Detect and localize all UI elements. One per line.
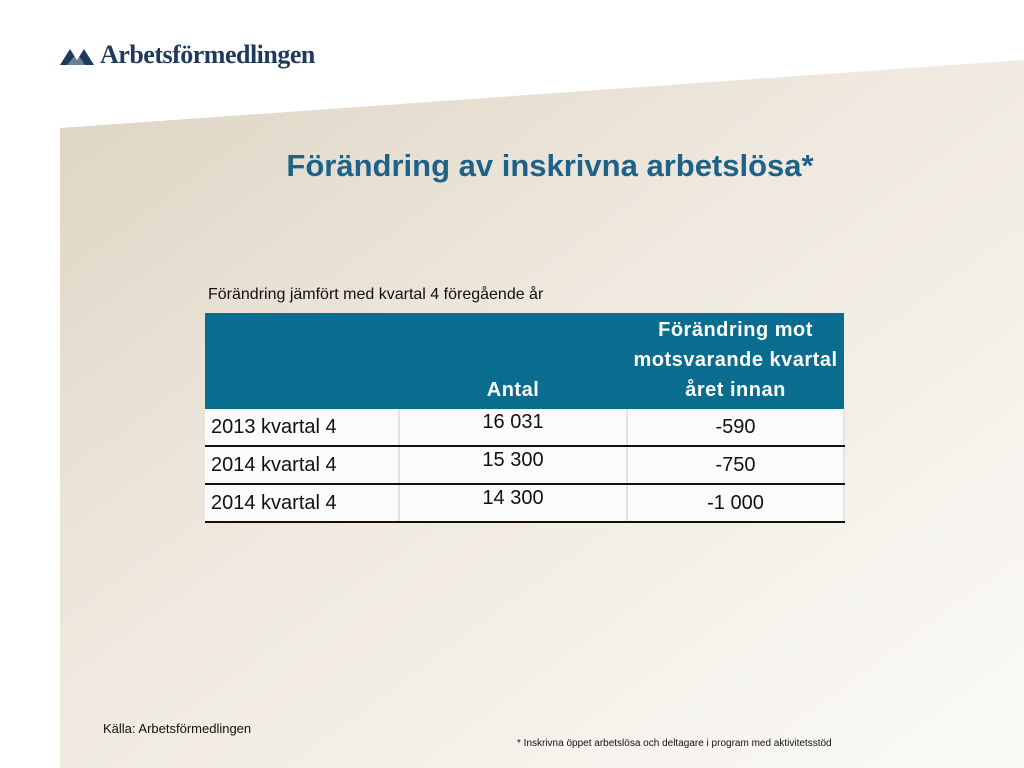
logo-mark-icon — [58, 43, 98, 67]
row-change: -590 — [627, 409, 844, 446]
table-row — [205, 484, 844, 522]
row-antal: 16 031 — [399, 409, 627, 446]
row-antal: 14 300 — [399, 484, 627, 522]
source-note: Källa: Arbetsförmedlingen — [103, 721, 252, 736]
row-label: 2013 kvartal 4 — [205, 409, 399, 446]
table-row — [205, 409, 844, 446]
table-header-row — [205, 313, 844, 409]
logo-text: Arbetsförmedlingen — [100, 40, 315, 69]
header-change: Förändring mot motsvarande kvartal året innan — [627, 313, 844, 409]
data-table — [205, 313, 845, 523]
row-change: -1 000 — [627, 484, 844, 522]
header-empty — [205, 313, 399, 409]
row-antal: 15 300 — [399, 446, 627, 484]
row-change: -750 — [627, 446, 844, 484]
row-label: 2014 kvartal 4 — [205, 446, 399, 484]
logo — [58, 38, 315, 72]
table-row — [205, 446, 844, 484]
footnote: * Inskrivna öppet arbetslösa och deltagare i program med aktivitetsstöd — [517, 738, 832, 749]
header-antal: Antal — [399, 313, 627, 409]
table-caption: Förändring jämfört med kvartal 4 föregående år — [208, 286, 544, 303]
row-label: 2014 kvartal 4 — [205, 484, 399, 522]
page-title: Förändring av inskrivna arbetslösa* — [286, 148, 814, 183]
